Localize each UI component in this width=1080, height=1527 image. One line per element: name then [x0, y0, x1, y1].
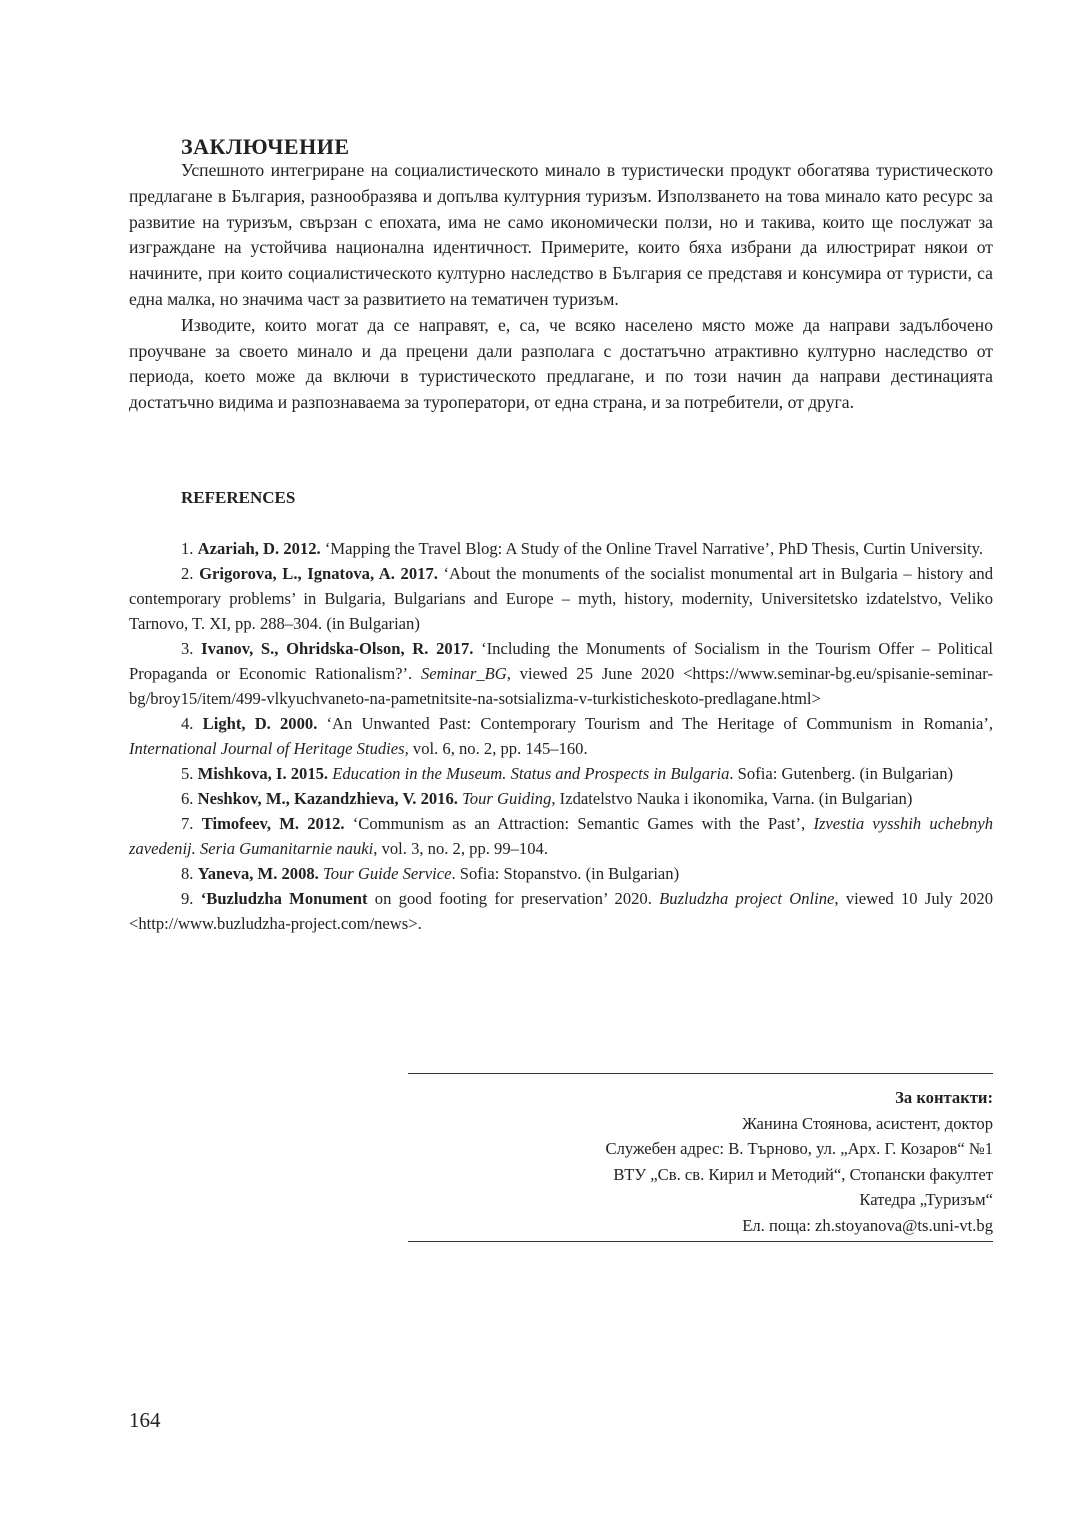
reference-number: 6. — [181, 789, 194, 808]
reference-number: 2. — [181, 564, 194, 583]
reference-text-tail: , viewed 25 June 2020 <https://www.seminar-bg.eu/spisanie-seminar-bg/broy15/item/499-vlkyuchvaneto-na-pametnitsite-na-sotsializma-v-turkisticheskoto-predlagane.html> — [129, 664, 994, 708]
reference-text-tail: . Sofia: Stopanstvo. (in Bulgarian) — [451, 864, 680, 883]
reference-text-tail: vol. 6, no. 2, pp. 145–160. — [408, 739, 588, 758]
references-list — [129, 536, 993, 936]
reference-text-tail: . Sofia: Gutenberg. (in Bulgarian) — [729, 764, 954, 783]
reference-item — [129, 561, 993, 636]
reference-authors: Timofeev, M. 2012. — [201, 814, 345, 833]
reference-item — [129, 786, 993, 811]
reference-italic: Seminar_BG — [420, 664, 507, 683]
reference-text: ‘An Unwanted Past: Contemporary Tourism and The Heritage of Communism in Romania’, — [317, 714, 993, 733]
reference-text-tail: , viewed 10 July 2020 <http://www.buzludzha-project.com/news>. — [129, 889, 993, 933]
reference-italic: International Journal of Heritage Studies, — [129, 739, 409, 758]
contact-department: Катедра „Туризъм“ — [859, 1190, 993, 1209]
reference-item — [129, 711, 993, 761]
contact-title: За контакти: — [895, 1088, 993, 1107]
references-heading: REFERENCES — [181, 488, 296, 507]
reference-authors: Grigorova, L., Ignatova, A. 2017. — [199, 564, 438, 583]
reference-number: 3. — [181, 639, 194, 658]
reference-text: ‘About the monuments of the socialist monumental art in Bulgaria – history and contemporary problems’ in Bulgaria, Bulgarians and Europe – myth, history, modernity, Universitetsko izdatelstvo, Veliko Tarnovo, T. XI, pp. 288–304. (in Bulgarian) — [129, 564, 993, 633]
conclusion-body — [129, 158, 993, 416]
section-heading: ЗАКЛЮЧЕНИЕ — [181, 134, 350, 159]
reference-italic: Buzludzha project Online — [659, 889, 835, 908]
reference-italic: Tour Guiding — [462, 789, 552, 808]
reference-number: 4. — [181, 714, 194, 733]
reference-italic: Education in the Museum. Status and Prospects in Bulgaria — [332, 764, 730, 783]
reference-authors: Yaneva, M. 2008. — [197, 864, 319, 883]
page-number: 164 — [129, 1408, 161, 1432]
reference-item — [129, 811, 993, 861]
contact-divider-bottom — [408, 1241, 993, 1242]
reference-authors: Ivanov, S., Ohridska-Olson, R. 2017. — [201, 639, 474, 658]
reference-number: 8. — [181, 864, 194, 883]
contact-block — [408, 1085, 993, 1238]
reference-italic: Izvestia vysshih uchebnyh zavedenij. Seria Gumanitarnie nauki — [129, 814, 993, 858]
contact-email: Ел. поща: zh.stoyanova@ts.uni-vt.bg — [742, 1215, 993, 1235]
reference-number: 7. — [181, 814, 194, 833]
reference-text-tail: , Izdatelstvo Nauka i ikonomika, Varna. (in Bulgarian) — [551, 789, 913, 808]
paragraph: Изводите, които могат да се направят, е, са, че всяко населено място може да направи задълбочено проучване за своето минало и да прецени дали разполага с достатъчно атрактивно културно наследство от периода, което може да включи в туристическото предлагане, и по този начин да направи дестинацията достатъчно видима и разпознаваема за туроператори, от една страна, и за потребители, от друга. — [129, 314, 993, 413]
contact-university: ВТУ „Св. св. Кирил и Методий“, Стопански факултет — [613, 1164, 993, 1184]
reference-authors: Azariah, D. 2012. — [197, 539, 321, 558]
reference-italic: Tour Guide Service — [323, 864, 452, 883]
contact-divider-top — [408, 1073, 993, 1074]
reference-text: ‘Mapping the Travel Blog: A Study of the Online Travel Narrative’, PhD Thesis, Curtin University. — [320, 539, 984, 558]
paragraph: Успешното интегриране на социалистическото минало в туристически продукт обогатява туристическото предлагане в България, разнообразява и допълва културния туризъм. Използването на това минало като ресурс за развитие на туризъм, свързан с епохата, има не само икономически ползи, но и такива, които ще послужат за изграждане на устойчива национална идентичност. Примерите, които бяха избрани да илюстрират някои от начините, при които социалистическото културно наследство в България се представя и консумира от туристи, са една малка, но значима част за развитието на тематичен туризъм. — [129, 160, 993, 309]
reference-item — [129, 886, 993, 936]
reference-authors: Neshkov, M., Kazandzhieva, V. 2016. — [197, 789, 458, 808]
reference-item — [129, 636, 993, 711]
reference-number: 5. — [181, 764, 194, 783]
reference-item — [129, 861, 993, 886]
contact-name: Жанина Стоянова, асистент, доктор — [742, 1113, 993, 1133]
reference-item — [129, 761, 993, 786]
reference-authors: ‘Buzludzha Monument — [200, 889, 368, 908]
reference-authors: Mishkova, I. 2015. — [197, 764, 329, 783]
reference-text: on good footing for preservation’ 2020. — [367, 889, 660, 908]
reference-number: 9. — [181, 889, 194, 908]
reference-text: ‘Communism as an Attraction: Semantic Games with the Past’, — [344, 814, 814, 833]
reference-item — [129, 536, 993, 561]
reference-number: 1. — [181, 539, 194, 558]
contact-address: Служебен адрес: В. Търново, ул. „Арх. Г. Козаров“ №1 — [605, 1139, 993, 1158]
reference-text-tail: , vol. 3, no. 2, pp. 99–104. — [373, 839, 548, 858]
reference-authors: Light, D. 2000. — [202, 714, 318, 733]
reference-text: ‘Including the Monuments of Socialism in the Tourism Offer – Political Propaganda or Economic Rationalism?’. — [129, 639, 993, 683]
